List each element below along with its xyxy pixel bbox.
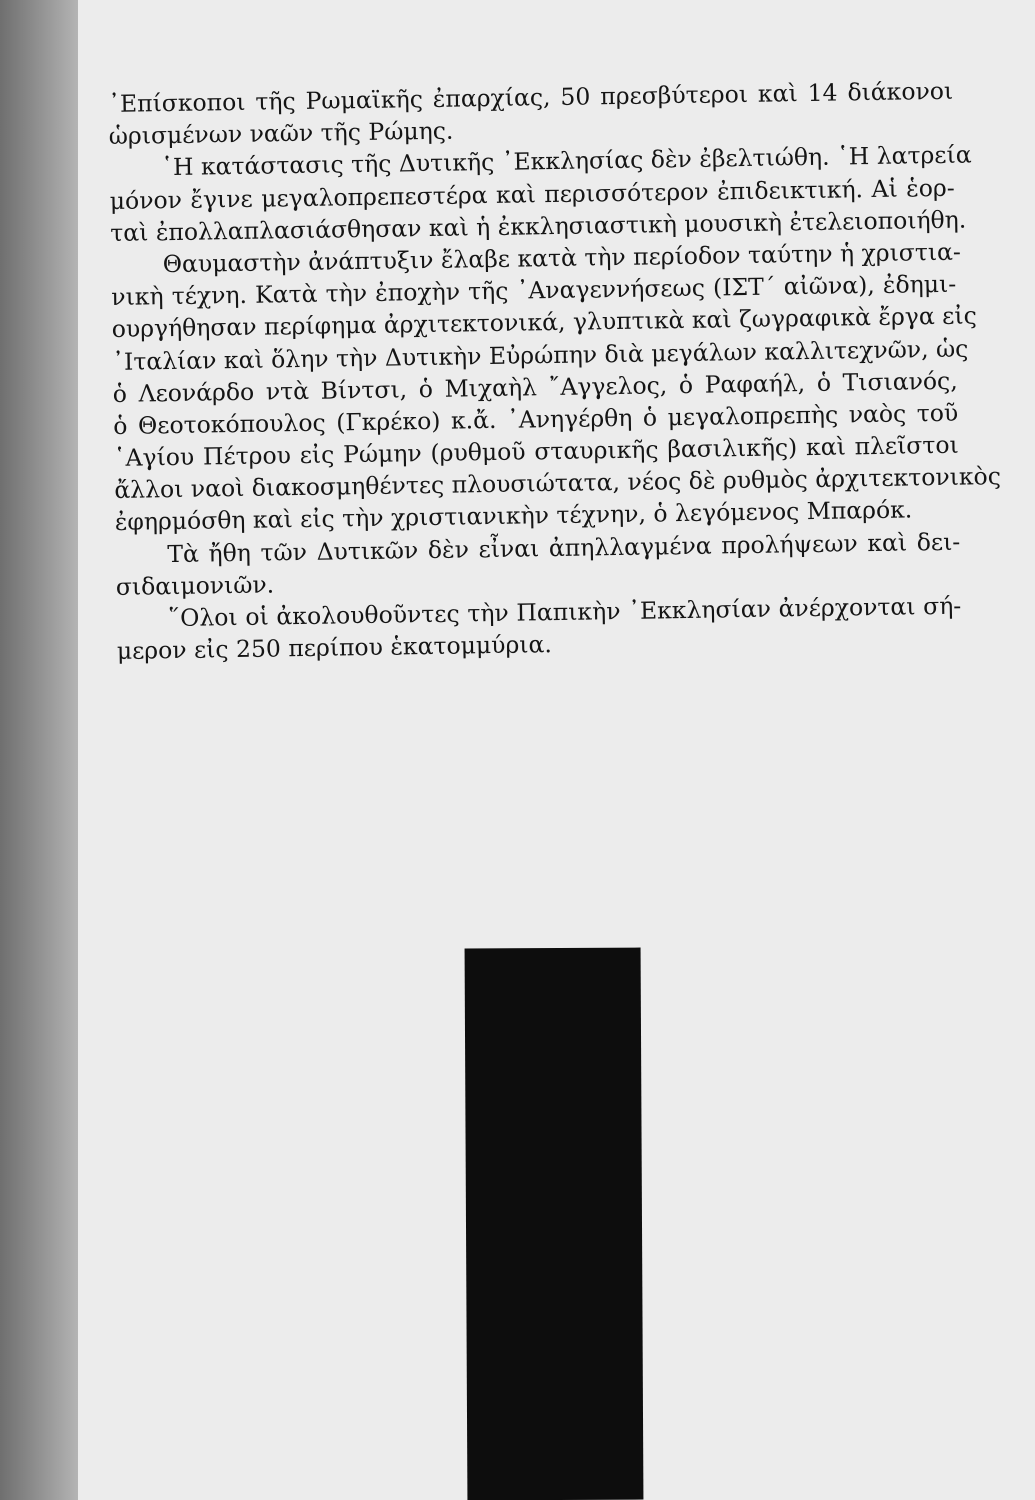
text-line: ῾Αγίου Πέτρου εἰς Ρώμην (ρυθμοῦ σταυρικῆς βασιλικῆς) καὶ πλεῖστοι <box>113 430 959 473</box>
text-line: Θαυμαστὴν ἀνάπτυξιν ἔλαβε κατὰ τὴν περίοδον ταύτην ἡ χριστια- <box>162 237 962 279</box>
text-line: ὁ Λεονάρδο ντὰ Βίντσι, ὁ Μιχαὴλ ῎Αγγελος, ὁ Ραφαήλ, ὁ Τισιανός, <box>112 366 958 408</box>
redaction-bar <box>465 948 644 1500</box>
text-line: Τὰ ἤθη τῶν Δυτικῶν δὲν εἶναι ἀπηλλαγμένα προλήψεων καὶ δει- <box>167 527 961 568</box>
text-line: ἐφηρμόσθη καὶ εἰς τὴν χριστιανικὴν τέχνην, ὁ λεγόμενος Μπαρόκ. <box>114 495 913 537</box>
text-line: ἄλλοι ναοὶ διακοσμηθέντες πλουσιώτατα, νέος δὲ ρυθμὸς ἀρχιτεκτονικὸς <box>114 462 1002 505</box>
text-line: ῞Ολοι οἱ ἀκολουθοῦντες τὴν Παπικὴν ᾿Εκκλησίαν ἀνέρχονται σή- <box>168 591 962 633</box>
text-line: ουργήθησαν περίφημα ἀρχιτεκτονικά, γλυπτικὰ καὶ ζωγραφικὰ ἔργα εἰς <box>111 301 977 344</box>
text-line: ὡρισμένων ναῶν τῆς Ρώμης. <box>108 116 454 151</box>
text-line: ῾Η κατάστασις τῆς Δυτικῆς ᾿Εκκλησίας δὲν ἐβελτιώθη. ῾Η λατρεία <box>161 140 972 182</box>
text-line: νικὴ τέχνη. Κατὰ τὴν ἐποχὴν τῆς ᾿Αναγεννήσεως (ΙΣΤ΄ αἰῶνα), ἐδημι- <box>111 269 957 312</box>
page-edge-shadow <box>0 0 78 1500</box>
text-line: ὁ Θεοτοκόπουλος (Γκρέκο) κ.ἄ. ᾿Ανηγέρθη ὁ μεγαλοπρεπὴς ναὸς τοῦ <box>113 398 959 440</box>
body-text <box>108 75 1002 668</box>
text-line: ταὶ ἐπολλαπλασιάσθησαν καὶ ἡ ἐκκλησιαστικὴ μουσικὴ ἐτελειοποιήθη. <box>110 205 967 247</box>
text-line: μόνον ἔγινε μεγαλοπρεπεστέρα καὶ περισσότερον ἐπιδεικτική. Αἱ ἑορ- <box>109 173 955 215</box>
text-line: μερον εἰς 250 περίπου ἑκατομμύρια. <box>116 630 553 666</box>
text-line: ᾿Επίσκοποι τῆς Ρωμαϊκῆς ἐπαρχίας, 50 πρεσβύτεροι καὶ 14 διάκονοι <box>108 76 954 118</box>
text-line: σιδαιμονιῶν. <box>115 570 275 601</box>
text-line: ᾿Ιταλίαν καὶ ὅλην τὴν Δυτικὴν Εὐρώπην διὰ μεγάλων καλλιτεχνῶν, ὡς <box>112 334 969 376</box>
